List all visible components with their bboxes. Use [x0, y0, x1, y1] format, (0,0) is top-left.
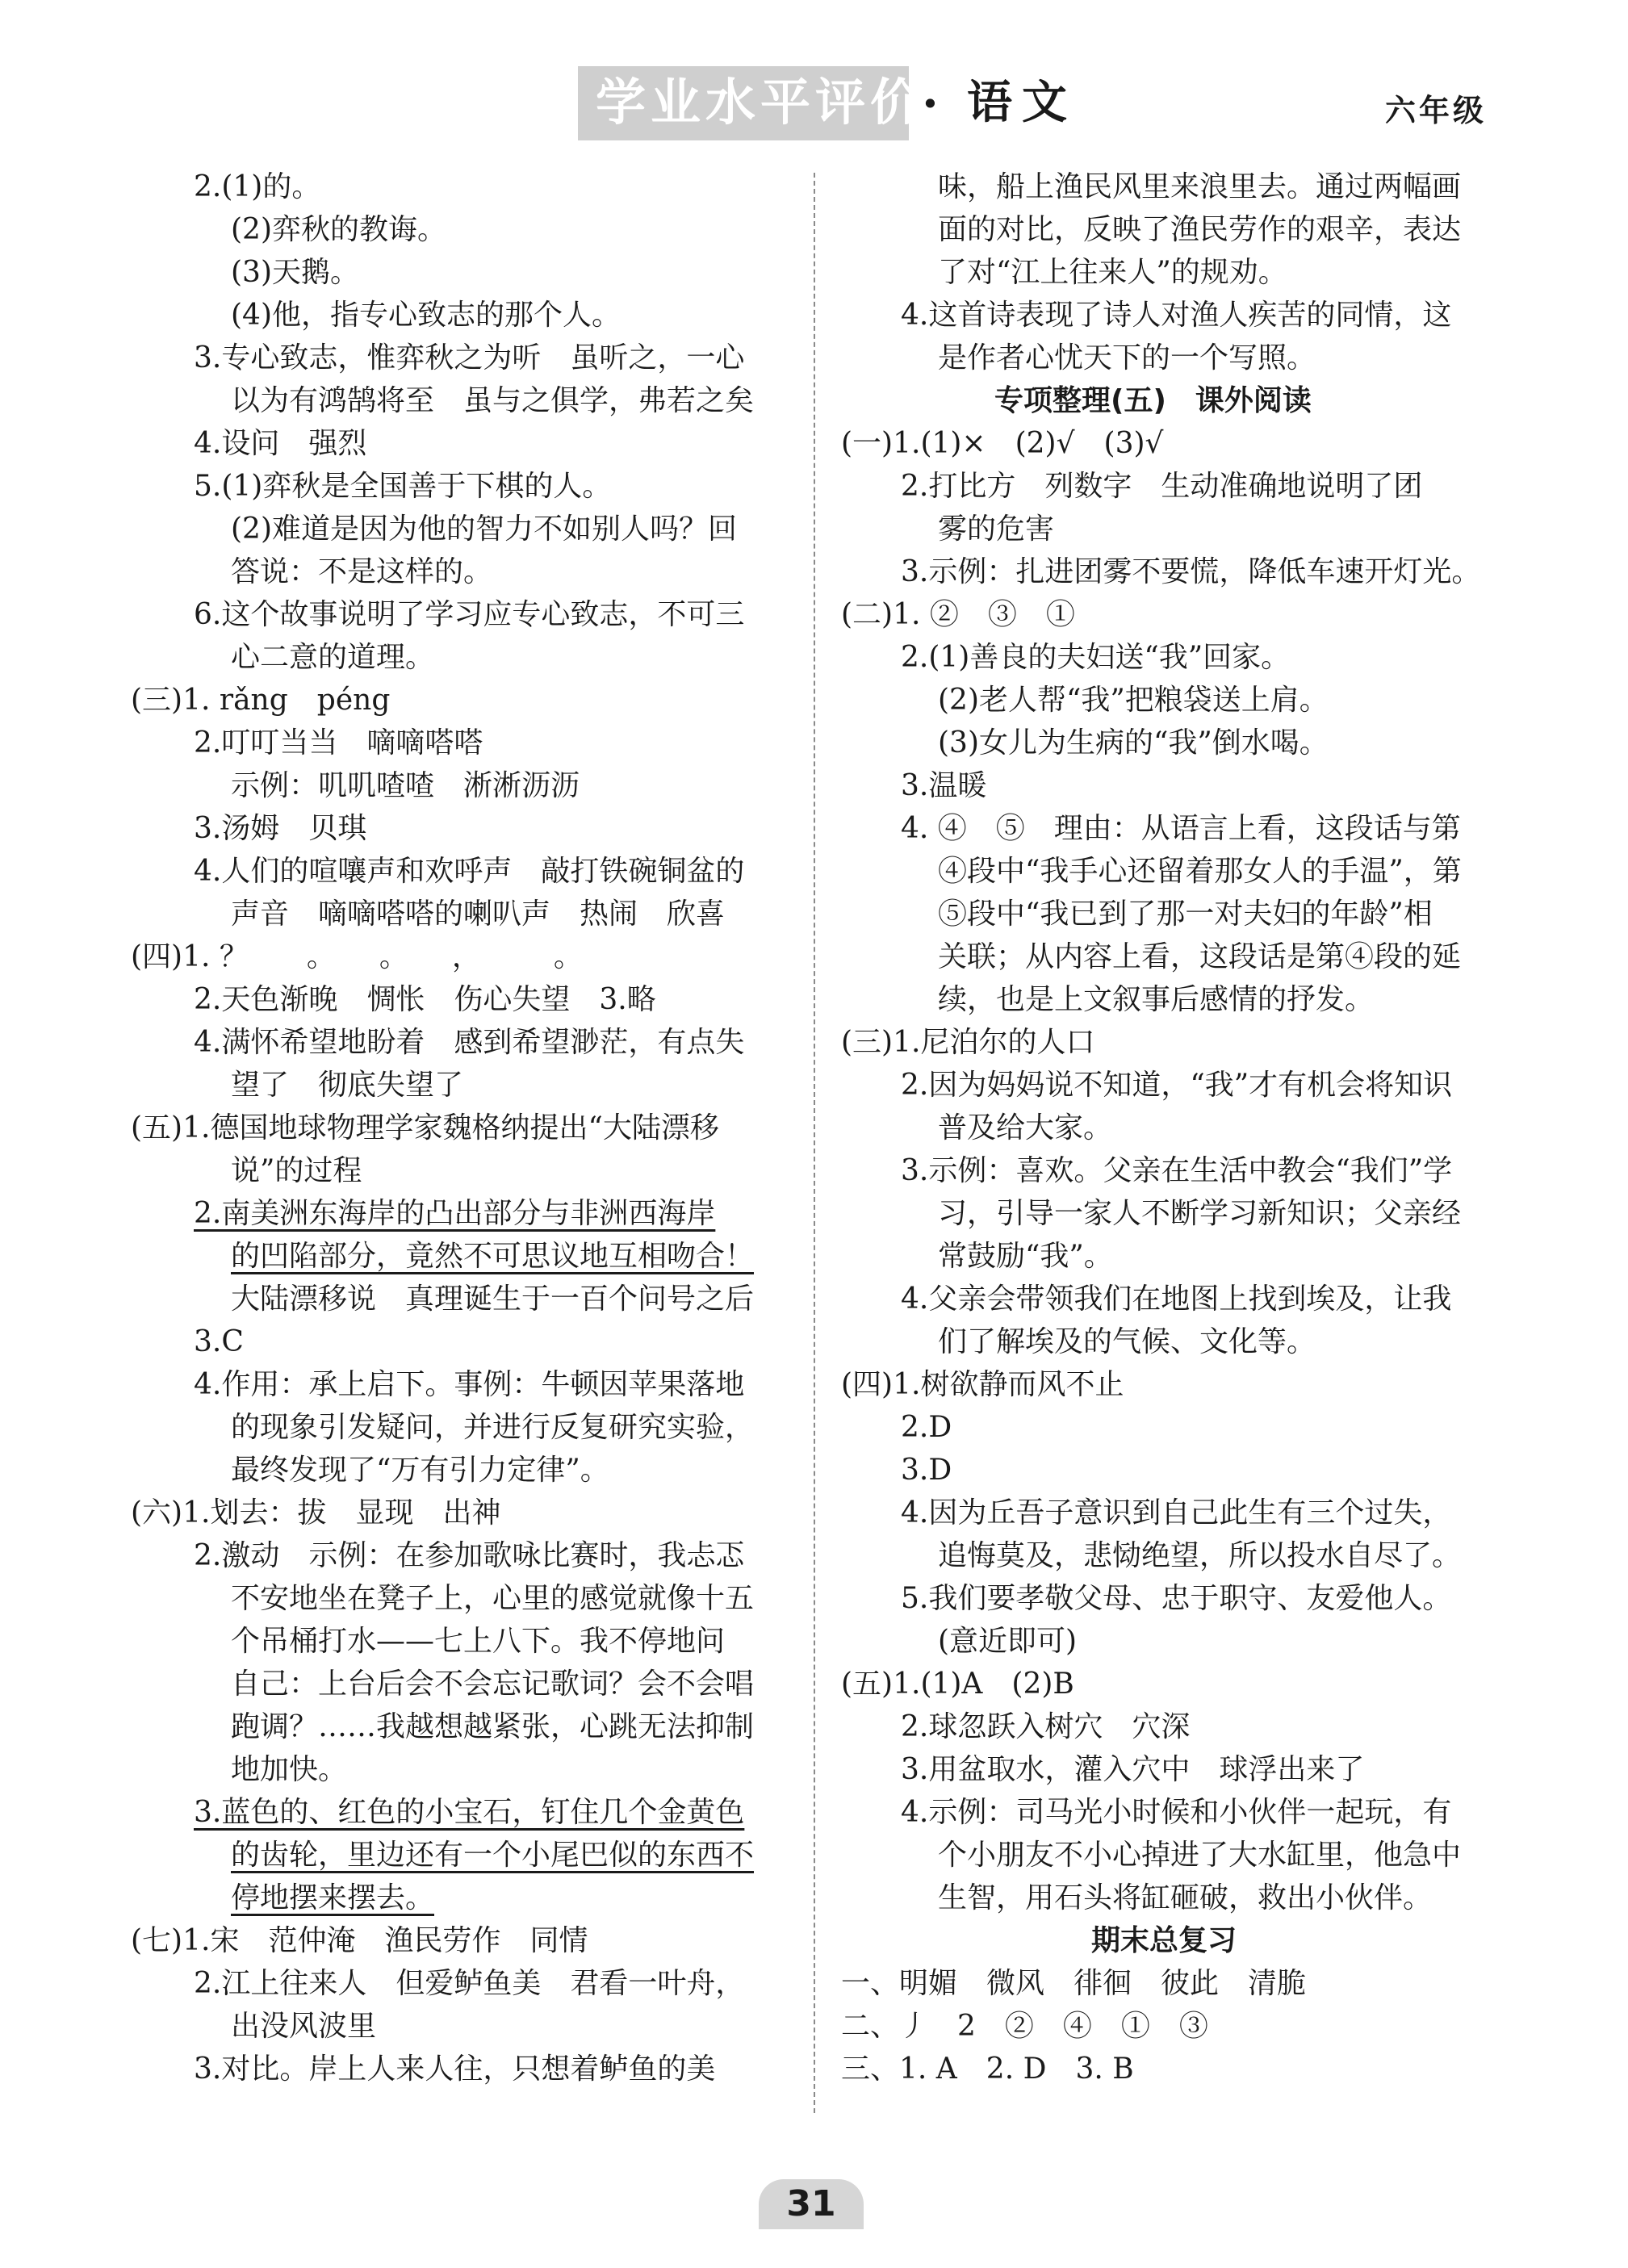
answer-line: 4.示例：司马光小时候和小伙伴一起玩，有: [901, 1796, 1452, 1829]
section-title: 期末总复习: [1091, 1924, 1237, 1957]
answer-line: 是作者心忧天下的一个写照。: [938, 341, 1316, 375]
answer-line: ④段中“我手心还留着那女人的手温”，第: [938, 855, 1462, 888]
answer-line: (四)1. ？ 。 。 ， 。: [131, 940, 583, 973]
underlined-answer-line: 停地摆来摆去。: [231, 1881, 435, 1914]
subject-label: 语文: [967, 76, 1077, 129]
answer-line: (六)1.划去：拔 显现 出神: [131, 1496, 501, 1529]
answer-line: 常鼓励“我”。: [938, 1240, 1113, 1273]
column-divider: [814, 173, 815, 2113]
answer-line: 望了 彻底失望了: [231, 1069, 464, 1102]
answer-line: (七)1.宋 范仲淹 渔民劳作 同情: [131, 1924, 588, 1957]
answer-line: 说”的过程: [231, 1154, 362, 1187]
answer-line: 3.用盆取水，灌入穴中 球浮出来了: [901, 1753, 1365, 1786]
answer-line: 以为有鸿鹄将至 虽与之俱学，弗若之矣: [231, 384, 755, 417]
answer-line: 2.(1)善良的夫妇送“我”回家。: [901, 641, 1291, 674]
answer-line: 2.球忽跃入树穴 穴深: [901, 1710, 1191, 1743]
answer-line: 3.汤姆 贝琪: [194, 812, 367, 845]
answer-line: 3.专心致志，惟弈秋之为听 虽听之，一心: [194, 341, 745, 375]
answer-line: (3)天鹅。: [231, 256, 359, 289]
answer-line: 3.温暖: [901, 769, 987, 802]
underlined-answer-line: 3.蓝色的、红色的小宝石，钉住几个金黄色: [194, 1796, 745, 1829]
answer-line: 出没风波里: [231, 2010, 377, 2043]
answer-line: (2)弈秋的教诲。: [231, 213, 446, 246]
answer-line: 习，引导一家人不断学习新知识；父亲经: [938, 1197, 1462, 1230]
answer-line: 4.因为丘吾子意识到自己此生有三个过失，: [901, 1496, 1452, 1529]
answer-line: (四)1.树欲静而风不止: [841, 1368, 1124, 1401]
answer-line: ⑤段中“我已到了那一对夫妇的年龄”相: [938, 898, 1433, 931]
answer-line: 3.示例：喜欢。父亲在生活中教会“我们”学: [901, 1154, 1453, 1187]
answer-line: (4)他，指专心致志的那个人。: [231, 299, 621, 332]
answer-line: 生智，用石头将缸砸破，救出小伙伴。: [938, 1881, 1433, 1914]
answer-line: 6.这个故事说明了学习应专心致志，不可三: [194, 598, 745, 631]
answer-line: 3.对比。岸上人来人往，只想着鲈鱼的美: [194, 2052, 716, 2086]
answer-line: 了对“江上往来人”的规劝。: [938, 256, 1287, 289]
answer-line: 追悔莫及，悲恸绝望，所以投水自尽了。: [938, 1539, 1462, 1572]
answer-line: 3.C: [194, 1325, 244, 1358]
answer-line: 雾的危害: [938, 513, 1055, 546]
answer-line: 三、1. A 2. D 3. B: [841, 2052, 1134, 2086]
answer-line: 4.父亲会带领我们在地图上找到埃及，让我: [901, 1283, 1452, 1316]
answer-line: 自己：上台后会不会忘记歌词？会不会唱: [231, 1668, 755, 1701]
answer-line: (2)难道是因为他的智力不如别人吗？回: [231, 513, 737, 546]
answer-line: 2.打比方 列数字 生动准确地说明了团: [901, 470, 1423, 503]
grade-label: 六年级: [1385, 92, 1488, 128]
answer-line: 2.叮叮当当 嘀嘀嗒嗒: [194, 726, 483, 759]
answer-line: (三)1. rǎng péng: [131, 684, 391, 717]
answer-line: 大陆漂移说 真理诞生于一百个问号之后: [231, 1283, 755, 1316]
book-title: 学业水平评价: [596, 73, 926, 132]
answer-line: 个吊桶打水——七上八下。我不停地问: [231, 1625, 726, 1658]
answer-line: 4.设问 强烈: [194, 427, 367, 460]
answer-line: 关联；从内容上看，这段话是第④段的延: [938, 940, 1462, 973]
answer-line: 二、丿 2 ② ④ ① ③: [841, 2010, 1208, 2043]
title-separator: ·: [922, 76, 939, 132]
answer-line: 5.我们要孝敬父母、忠于职守、友爱他人。: [901, 1582, 1452, 1615]
answer-line: 2.天色渐晚 惆怅 伤心失望 3.略: [194, 983, 656, 1016]
answer-line: 跑调？……我越想越紧张，心跳无法抑制: [231, 1710, 755, 1743]
answer-line: 续，也是上文叙事后感情的抒发。: [938, 983, 1375, 1016]
answer-line: (三)1.尼泊尔的人口: [841, 1026, 1095, 1059]
answer-line: (二)1. ② ③ ①: [841, 598, 1075, 631]
answer-line: 2.江上往来人 但爱鲈鱼美 君看一叶舟，: [194, 1967, 745, 2000]
answer-line: 2.(1)的。: [194, 170, 321, 203]
answer-line: (意近即可): [938, 1625, 1078, 1658]
answer-line: 心二意的道理。: [231, 641, 435, 674]
answer-line: 的现象引发疑问，并进行反复研究实验，: [231, 1411, 755, 1444]
answer-line: 个小朋友不小心掉进了大水缸里，他急中: [938, 1839, 1462, 1872]
answer-line: 2.激动 示例：在参加歌咏比赛时，我忐忑: [194, 1539, 745, 1572]
answer-line: 4. ④ ⑤ 理由：从语言上看，这段话与第: [901, 812, 1461, 845]
answer-line: 普及给大家。: [938, 1111, 1113, 1144]
answer-line: (五)1.德国地球物理学家魏格纳提出“大陆漂移: [131, 1111, 719, 1144]
answer-line: 们了解埃及的气候、文化等。: [938, 1325, 1316, 1358]
answer-line: (2)老人帮“我”把粮袋送上肩。: [938, 684, 1329, 717]
page-number: 31: [786, 2183, 836, 2224]
answer-line: 面的对比，反映了渔民劳作的艰辛，表达: [938, 213, 1462, 246]
answer-line: 味，船上渔民风里来浪里去。通过两幅画: [938, 170, 1462, 203]
answer-line: 4.这首诗表现了诗人对渔人疾苦的同情，这: [901, 299, 1452, 332]
answer-line: 不安地坐在凳子上，心里的感觉就像十五: [231, 1582, 755, 1615]
underlined-answer-line: 的齿轮，里边还有一个小尾巴似的东西不: [231, 1839, 755, 1872]
answer-line: 示例：叽叽喳喳 淅淅沥沥: [231, 769, 580, 802]
answer-line: 地加快。: [231, 1753, 348, 1786]
answer-line: 3.示例：扎进团雾不要慌，降低车速开灯光。: [901, 555, 1481, 588]
answer-line: (一)1.(1)× (2)√ (3)√: [841, 427, 1164, 460]
answer-line: 一、明媚 微风 徘徊 彼此 清脆: [841, 1967, 1307, 2000]
answer-line: 最终发现了“万有引力定律”。: [231, 1454, 609, 1487]
answer-line: 声音 嘀嘀嗒嗒的喇叭声 热闹 欣喜: [231, 898, 726, 931]
answer-line: 3.D: [901, 1454, 952, 1487]
answer-line: 2.D: [901, 1411, 952, 1444]
answer-line: (3)女儿为生病的“我”倒水喝。: [938, 726, 1329, 759]
section-title: 专项整理(五) 课外阅读: [994, 384, 1312, 417]
answer-line: 5.(1)弈秋是全国善于下棋的人。: [194, 470, 612, 503]
answer-line: 2.因为妈妈说不知道，“我”才有机会将知识: [901, 1069, 1453, 1102]
answer-line: 4.人们的喧嚷声和欢呼声 敲打铁碗铜盆的: [194, 855, 745, 888]
underlined-answer-line: 2.南美洲东海岸的凸出部分与非洲西海岸: [194, 1197, 716, 1230]
answer-line: (五)1.(1)A (2)B: [841, 1668, 1074, 1701]
answer-line: 4.作用：承上启下。事例：牛顿因苹果落地: [194, 1368, 745, 1401]
underlined-answer-line: 的凹陷部分，竟然不可思议地互相吻合！: [231, 1240, 755, 1273]
answer-line: 4.满怀希望地盼着 感到希望渺茫，有点失: [194, 1026, 745, 1059]
answer-line: 答说：不是这样的。: [231, 555, 493, 588]
